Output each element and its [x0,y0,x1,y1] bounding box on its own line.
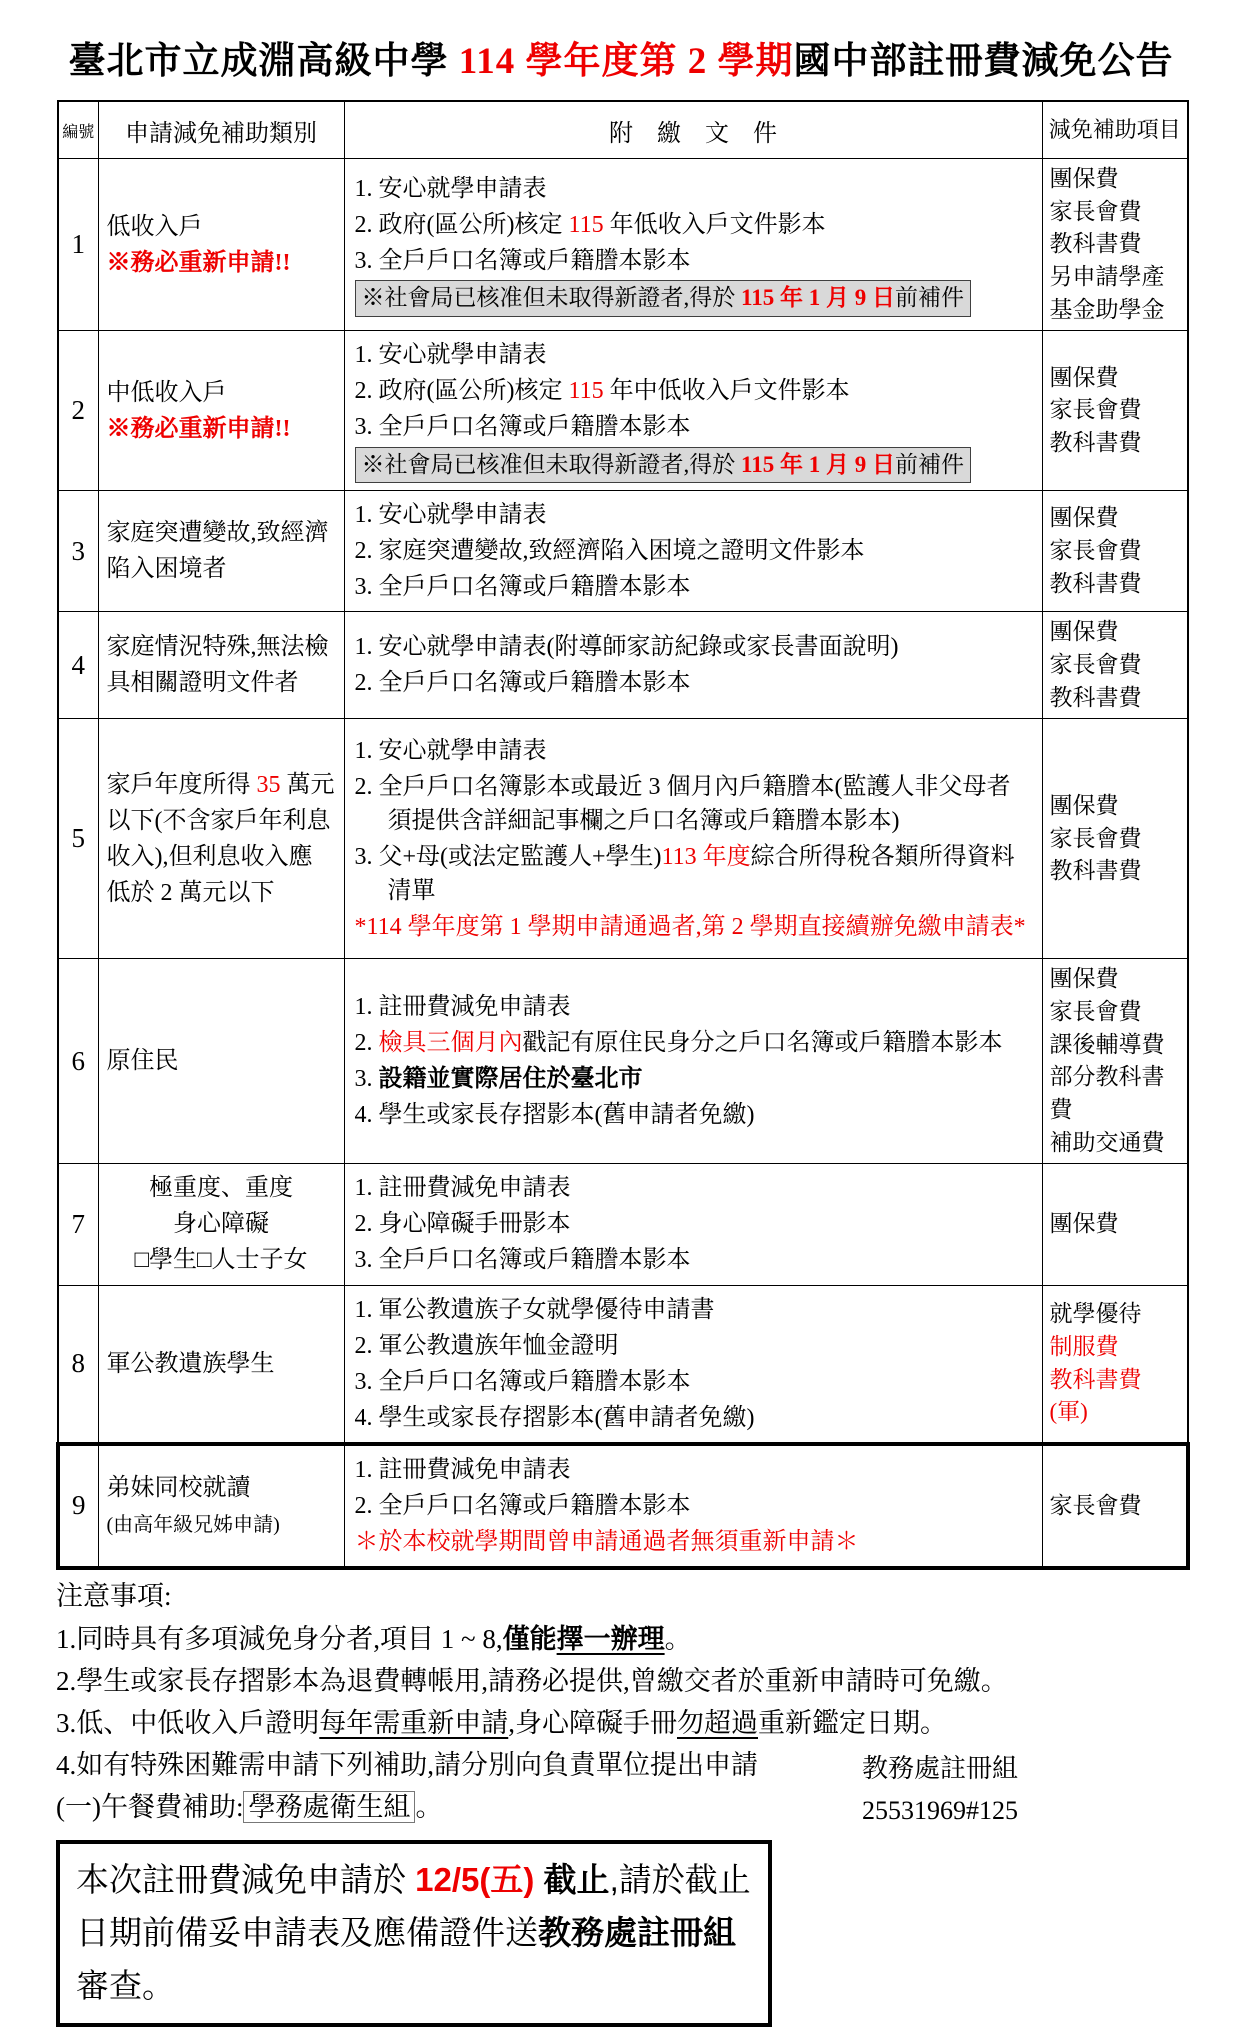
category-line [107,411,336,447]
text-segment: 115 [568,378,604,405]
category-line [107,1043,336,1079]
text-segment: 年中低收入戶文件影本 [603,378,850,405]
table-row [58,612,1188,719]
doc-line [355,630,1032,664]
subsidy-items-cell [1042,1444,1188,1568]
text-segment: 1. 註冊費減免申請表 [354,994,571,1021]
supplement-note [355,280,1032,317]
subsidy-items-cell [1042,331,1188,491]
item-line: (軍) [1049,1399,1088,1425]
table-row [58,959,1188,1164]
text-segment: 2. 政府(區公所)核定 [354,378,569,405]
text-segment: 2. 家庭突遭變故,致經濟陷入困境之證明文件影本 [354,538,865,565]
doc-line [355,1207,1032,1241]
table-row [58,1164,1188,1285]
item-line: 課後輔導費 [1049,1031,1165,1057]
item-line: 團保費 [1049,792,1119,818]
category-cell [98,331,344,491]
red-note [355,1525,1032,1559]
doc-line [355,208,1032,242]
row-number: 9 [58,1444,98,1568]
title-suffix: 國中部註冊費減免公告 [793,41,1174,82]
text-segment: ,身心障礙手冊 [508,1708,677,1739]
text-segment: 2.學生或家長存摺影本為退費轉帳用,請務必提供,曾繳交者於重新申請時可免繳。 [56,1666,1008,1697]
row-number: 2 [58,331,98,491]
text-segment: 審查。 [76,1967,175,2005]
text-segment: 戳記有原住民身分之戶口名簿或戶籍謄本影本 [522,1030,1003,1057]
text-segment: *114 學年度第 1 學期申請通過者,第 2 學期直接續辦免繳申請表* [354,914,1026,941]
text-segment: 擇一辦理 [556,1623,665,1654]
subsidy-items-cell [1042,719,1188,959]
fee-table [56,100,1190,1570]
documents-cell [344,719,1042,959]
subsidy-items-cell [1042,1285,1188,1444]
documents-cell [344,1285,1042,1444]
doc-line [355,1171,1032,1205]
subsidy-items-cell [1042,159,1188,331]
doc-line [355,1365,1032,1399]
text-segment: 身心障礙 [173,1211,269,1238]
text-segment: 中低收入戶 [106,379,227,406]
doc-line [355,770,1032,838]
documents-cell [344,1164,1042,1285]
item-line: 教科書費 [1049,858,1142,884]
title-prefix: 臺北市立成淵高級中學 [68,41,459,82]
doc-line [355,990,1032,1024]
col-header-documents: 附 繳 文 件 [344,101,1042,159]
category-cell [98,1285,344,1444]
doc-line [355,1062,1032,1096]
item-line: 團保費 [1049,619,1119,645]
text-segment: 低收入戶 [106,213,203,240]
text-segment: 1.同時具有多項減免身分者,項目 1 ~ 8, [56,1623,503,1654]
text-segment: 軍公教遺族學生 [106,1350,275,1377]
text-segment: 勿超過 [677,1708,758,1739]
text-segment: 115 [568,212,604,239]
page-title [56,30,1186,84]
category-line [107,1170,336,1206]
text-segment: ※務必重新申請!! [106,415,291,442]
text-segment: 3. 全戶戶口名簿或戶籍謄本影本 [354,1247,691,1274]
table-row [58,719,1188,959]
text-segment: 2. 政府(區公所)核定 [354,212,569,239]
doc-line [355,1453,1032,1487]
category-line [107,515,336,587]
text-segment: 115 年 1 月 9 日 [741,451,895,477]
text-segment: 前補件 [894,451,964,477]
header-row [58,101,1188,159]
text-segment: 年低收入戶文件影本 [603,212,826,239]
row-number: 6 [58,959,98,1164]
item-line: 教科書費 [1049,1366,1142,1392]
text-segment: 3. 全戶戶口名簿或戶籍謄本影本 [354,574,691,601]
text-segment: 1. 安心就學申請表 [354,342,547,369]
doc-line [355,1293,1032,1327]
notes-heading: 注意事項: [56,1581,172,1612]
text-segment: 教務處註冊組 [538,1914,736,1952]
doc-line [355,534,1032,568]
text-segment: 113 年度 [661,843,751,870]
title-semester-highlight: 114 學年度第 2 學期 [458,41,794,82]
text-segment: 4. 學生或家長存摺影本(舊申請者免繳) [354,1404,755,1431]
text-segment: 萬元以下(不含家戶年利息收入),但利息收入應低於 2 萬元以下 [106,771,335,906]
text-segment: ,請於截止日期前備妥申請表及應備證件送 [76,1861,751,1952]
doc-line [355,244,1032,278]
category-line [107,209,336,245]
text-segment: 12/5(五) [415,1861,535,1899]
text-segment: 截止 [534,1861,610,1899]
category-cell [98,959,344,1164]
item-line: 團保費 [1049,505,1119,531]
doc-line [355,1243,1032,1277]
item-line: 制服費 [1049,1334,1119,1360]
row-number: 5 [58,719,98,959]
text-segment: ※社會局已核准但未取得新證者,得於 [361,451,741,477]
row-number: 8 [58,1285,98,1444]
text-segment: (一)午餐費補助: [56,1792,244,1823]
item-line: 家長會費 [1049,397,1142,423]
note-line [56,1660,1186,1702]
text-segment: 1. 安心就學申請表(附導師家訪紀錄或家長書面說明) [354,634,899,661]
text-segment: 家庭情況特殊,無法檢具相關證明文件者 [106,634,329,697]
text-segment: 2. 軍公教遺族年恤金證明 [354,1332,619,1359]
category-cell [98,612,344,719]
text-segment: ＊於本校就學期間曾申請通過者無須重新申請＊ [354,1529,859,1556]
row-number: 4 [58,612,98,719]
item-line: 家長會費 [1049,652,1142,678]
text-segment: 3. [354,1066,379,1093]
documents-cell [344,491,1042,612]
bottom-section [56,1576,1186,2027]
documents-cell [344,331,1042,491]
text-segment: 35 [256,771,281,798]
subsidy-items-cell [1042,1164,1188,1285]
note-line [56,1702,1186,1744]
doc-line [355,1026,1032,1060]
gray-highlight-box [355,280,971,317]
table-row [58,1444,1188,1568]
documents-cell [344,1444,1042,1568]
text-segment: 。 [664,1623,692,1654]
doc-line [355,1489,1032,1523]
col-header-id: 編號 [58,101,98,159]
doc-line [355,1329,1032,1363]
supplement-note [355,447,1032,484]
text-segment: 3. 全戶戶口名簿或戶籍謄本影本 [354,1368,691,1395]
col-header-items: 減免補助項目 [1042,101,1188,159]
text-segment: 本次註冊費減免申請於 [76,1861,416,1899]
text-segment: 1. 安心就學申請表 [354,502,547,529]
text-segment: 綜合所得稅各類所得資料清單 [387,843,1015,904]
deadline-box [56,1840,772,2026]
item-line: 家長會費 [1049,198,1142,224]
documents-cell [344,959,1042,1164]
text-segment: 極重度、重度 [149,1175,293,1202]
item-line: 家長會費 [1049,999,1142,1025]
item-line: 家長會費 [1049,1492,1142,1518]
text-segment: 2. [354,1030,379,1057]
item-line: 教科書費 [1049,430,1142,456]
table-row [58,159,1188,331]
text-segment: 僅能 [502,1623,557,1654]
doc-line [355,1098,1032,1132]
doc-line [355,734,1032,768]
text-segment: 家戶年度所得 [106,771,257,798]
category-cell [98,159,344,331]
text-segment: 2. 全戶戶口名簿影本或最近 3 個月內戶籍謄本(監護人非父母者須提供含詳細記事欄之戶口名簿或戶籍謄本影本) [354,773,1011,834]
text-segment: 3. 父+母(或法定監護人+學生) [354,843,662,870]
text-segment: 學務處衛生組 [243,1791,415,1823]
text-segment: 115 年 1 月 9 日 [741,285,895,311]
item-line: 就學優待 [1049,1301,1142,1327]
category-line [107,1506,336,1542]
item-line: 團保費 [1049,166,1119,191]
row-number: 3 [58,491,98,612]
doc-line [355,338,1032,372]
doc-line [355,570,1032,604]
text-segment: 1. 安心就學申請表 [354,176,547,203]
table-row [58,331,1188,491]
item-line: 另申請學產基金助學金 [1049,263,1165,322]
doc-line [355,498,1032,532]
text-segment: 1. 安心就學申請表 [354,737,547,764]
subsidy-items-cell [1042,491,1188,612]
text-segment: 3. 全戶戶口名簿或戶籍謄本影本 [354,248,691,275]
text-segment: 3. 全戶戶口名簿或戶籍謄本影本 [354,414,691,441]
table-row [58,1285,1188,1444]
row-number: 1 [58,159,98,331]
doc-line [355,666,1032,700]
doc-line [355,840,1032,908]
item-line: 家長會費 [1049,537,1142,563]
office-phone: 25531969#125 [861,1795,1018,1825]
text-segment: 1. 軍公教遺族子女就學優待申請書 [354,1296,715,1323]
table-row [58,491,1188,612]
item-line: 補助交通費 [1049,1129,1165,1155]
text-segment: 前補件 [894,285,964,311]
doc-line [355,1401,1032,1435]
doc-line [355,374,1032,408]
subsidy-items-cell [1042,612,1188,719]
item-line: 家長會費 [1049,825,1142,851]
text-segment: ※務必重新申請!! [106,249,291,276]
col-header-category: 申請減免補助類別 [98,101,344,159]
text-segment: □學生□人士子女 [134,1247,308,1274]
gray-highlight-box [355,447,971,484]
category-line [107,1242,336,1278]
category-line [107,245,336,281]
item-line: 教科書費 [1049,231,1142,257]
item-line: 團保費 [1049,1211,1119,1237]
doc-line [355,172,1032,206]
item-line: 部分教科書費 [1049,1064,1165,1122]
subsidy-items-cell [1042,959,1188,1164]
note-line [56,1618,1186,1660]
text-segment: 2. 全戶戶口名簿或戶籍謄本影本 [354,1492,691,1519]
text-segment: 4. 學生或家長存摺影本(舊申請者免繳) [354,1102,755,1129]
text-segment: 重新鑑定日期。 [758,1708,947,1739]
text-segment: 1. 註冊費減免申請表 [354,1175,571,1202]
text-segment: 檢具三個月內 [378,1030,523,1057]
category-cell [98,1164,344,1285]
documents-cell [344,159,1042,331]
text-segment: 家庭突遭變故,致經濟陷入困境者 [106,520,329,583]
text-segment: 1. 註冊費減免申請表 [354,1456,571,1483]
signature-block [862,1748,1018,1831]
text-segment: 弟妹同校就讀 [106,1474,251,1501]
doc-line [355,410,1032,444]
item-line: 教科書費 [1049,570,1142,596]
text-segment: 4.如有特殊困難需申請下列補助,請分別向負責單位提出申請 [56,1750,758,1781]
text-segment: ※社會局已核准但未取得新證者,得於 [361,285,741,311]
category-line [107,629,336,701]
category-line [107,767,336,911]
text-segment: 原住民 [106,1048,179,1075]
item-line: 團保費 [1049,364,1119,390]
category-line [107,1206,336,1242]
office-name: 教務處註冊組 [861,1754,1018,1784]
item-line: 教科書費 [1049,684,1142,710]
red-note [355,910,1032,944]
text-segment: (由高年級兄姊申請) [106,1513,280,1536]
category-line [107,1470,336,1506]
text-segment: 2. 全戶戶口名簿或戶籍謄本影本 [354,670,691,697]
category-cell [98,1444,344,1568]
category-cell [98,719,344,959]
text-segment: 。 [415,1792,443,1823]
text-segment: 2. 身心障礙手冊影本 [354,1211,571,1238]
text-segment: 每年需重新申請 [319,1708,509,1739]
category-cell [98,491,344,612]
documents-cell [344,612,1042,719]
category-line [107,1346,336,1382]
row-number: 7 [58,1164,98,1285]
item-line: 團保費 [1049,966,1119,992]
category-line [107,375,336,411]
text-segment: 3.低、中低收入戶證明 [56,1708,320,1739]
text-segment: 設籍並實際居住於臺北市 [378,1066,643,1093]
